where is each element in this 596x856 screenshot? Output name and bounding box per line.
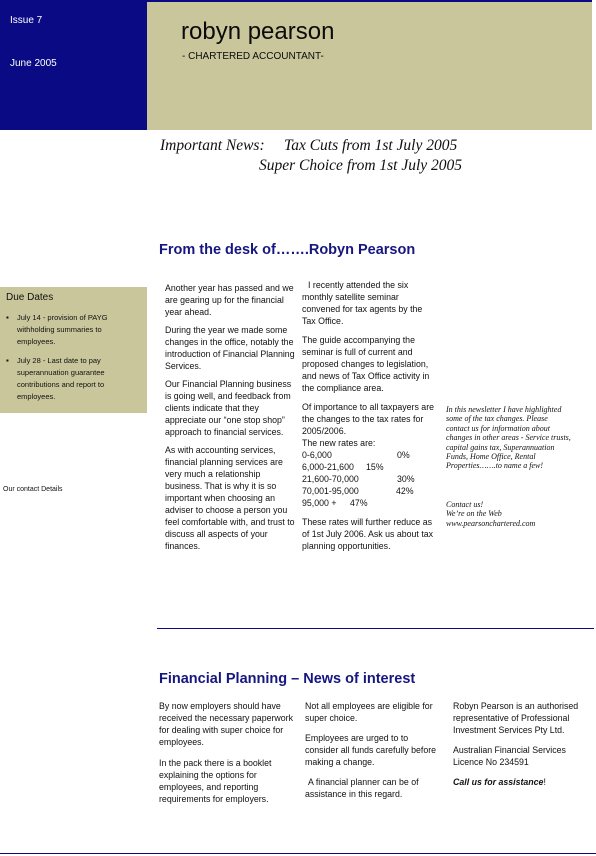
due-date-item: ▪ July 28 - Last date to pay superannuation guarantee contributions and report to employees. [6,355,141,403]
desk-paragraph: Another year has passed and we are gearing up for the financial year ahead. [165,283,294,317]
desk-column-2 [302,279,437,559]
web-text: We’re on the Web [446,509,502,519]
tax-rate-percent: 0% [397,450,410,460]
page-bottom-rule [0,853,596,854]
desk-column-1 [165,282,298,558]
tax-rate-range: 6,000-21,600 [302,462,354,472]
desk-paragraph: The guide accompanying the seminar is full of current and proposed changes to legislation, and news of Tax Office activity in the compliance area. [302,335,430,393]
due-dates-title: Due Dates [6,292,54,303]
contact-us-text: Contact us! [446,499,484,509]
contact-details-label: Our contact Details [3,486,63,493]
tax-rate-range: 0-6,000 [302,450,332,460]
financial-paragraph: Robyn Pearson is an authorised representative of Professional Investment Services Pty Ltd. [453,701,579,735]
tax-rate-range: 70,001-95,000 [302,486,359,496]
financial-column-2 [305,700,440,808]
tax-rate-range: 21,600-70,000 [302,474,359,484]
author-name: robyn pearson [181,18,335,45]
desk-heading: From the desk of…….Robyn Pearson [159,242,416,258]
financial-column-1 [159,700,294,814]
desk-paragraph: As with accounting services, financial planning services are very much a relationship business. That is why it is so important when choosing an adviser to choose a person you feel comfortable with, and trust to discuss all aspects of your finances. [165,445,295,551]
issue-number: Issue 7 [10,15,43,26]
financial-paragraph: Australian Financial Services Licence No 234591 [453,745,566,767]
masthead-top-rule [147,0,592,2]
desk-paragraph: During the year we made some changes in the office, notably the introduction of Financial Planning Services. [165,325,295,371]
financial-paragraph: In the pack there is a booklet explaining the options for employees, and reporting requirements for employers. [159,758,272,804]
tax-rates-intro: The new rates are: [302,438,376,448]
tax-rate-percent: 42% [396,486,414,496]
tax-rate-row [302,485,437,497]
due-date-item: ▪ July 14 - provision of PAYG withholding summaries to employees. [6,312,141,348]
newsletter-note [446,405,572,528]
financial-column-3 [453,700,583,796]
tax-rate-row [302,473,437,485]
tax-rate-row [302,449,437,461]
note-text: In this newsletter I have highlighted some of the tax changes. Please contact us for information about changes in other areas - Service trusts, capital gains tax, Superannuation Funds, Home Office, Rental Properties…….to name a few! [446,405,571,471]
desk-paragraph: Our Financial Planning business is going well, and feedback from clients indicate that they appreciate our “one stop shop” approach to financial services. [165,379,292,437]
financial-paragraph: Employees are urged to to consider all funds carefully before making a change. [305,733,437,767]
tax-rate-row [302,461,437,473]
call-us-emphasis: Call us for assistance [453,777,544,787]
tax-rate-row [302,497,437,509]
tax-rate-range: 95,000 + [302,498,337,508]
website-url: www.pearsonchartered.com [446,518,536,528]
call-us-line [453,776,583,788]
financial-paragraph: A financial planner can be of assistance in this regard. [305,777,419,799]
due-dates-list [6,312,141,410]
issue-date: June 2005 [10,58,57,69]
financial-paragraph: Not all employees are eligible for super choice. [305,701,433,723]
desk-paragraph: I recently attended the six monthly satellite seminar convened for tax agents by the Tax Office. [302,280,423,326]
tax-rates-block [302,401,437,509]
call-us-end: ! [543,777,546,787]
section-divider [157,628,594,629]
financial-heading: Financial Planning – News of interest [159,671,416,687]
tax-rate-percent: 47% [350,498,368,508]
tax-rate-percent: 30% [397,474,415,484]
financial-paragraph: By now employers should have received the necessary paperwork for dealing with super choice for employees. [159,701,293,747]
author-title: - CHARTERED ACCOUNTANT- [182,51,324,62]
desk-paragraph: These rates will further reduce as of 1st July 2006. Ask us about tax planning opportunities. [302,517,434,551]
tax-rates-paragraph: Of importance to all taxpayers are the changes to the tax rates for 2005/2006. [302,402,435,436]
important-news-line2: Super Choice from 1st July 2005 [259,157,463,174]
important-news-line1: Important News: Tax Cuts from 1st July 2005 [160,137,458,154]
tax-rate-percent: 15% [366,462,384,472]
